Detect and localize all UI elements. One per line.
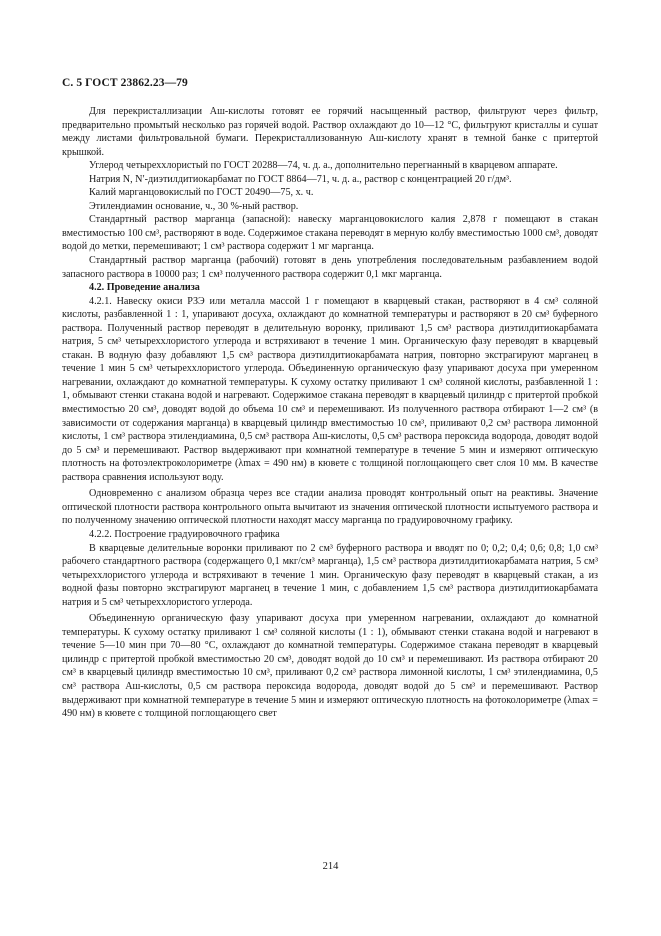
paragraph: Углерод четыреххлористый по ГОСТ 20288—74, ч. д. а., дополнительно перегнанный в кварцевом аппарате. (89, 160, 558, 172)
paragraph: Натрия N, N′-диэтилдитиокарбамат по ГОСТ 8864—71, ч. д. а., раствор с концентрацией 20 г/дм³. (89, 173, 512, 185)
subsection-heading: 4.2.2. Построение градуировочного графика (89, 528, 280, 540)
paragraph: Для перекристаллизации Аш-кислоты готовят ее горячий насыщенный раствор, фильтруют через фильтр, предварительно промытый несколько раз горячей водой. Раствор охлаждают до 10—12 °С, фильтруют кристаллы и сушат между листами фильтровальной бумаги. Перекристаллизованную Аш-кислоту хранят в темной банке с притертой крышкой. (62, 106, 598, 158)
paragraph: Стандартный раствор марганца (рабочий) готовят в день употребления последовательным разбавлением водой запасного раствора в 10000 раз; 1 см³ полученного раствора содержит 0,1 мкг марганца. (62, 255, 598, 280)
paragraph: Калий марганцовокислый по ГОСТ 20490—75, х. ч. (89, 187, 314, 199)
body-text (62, 102, 598, 721)
paragraph: Одновременно с анализом образца через все стадии анализа проводят контрольный опыт на реактивы. Значение оптической плотности раствора контрольного опыта вычитают из значения оптической плотности испытуемого раствора и по полученному значению оптической плотности находят массу марганца по градуировочному графику. (62, 488, 598, 527)
page-header: С. 5 ГОСТ 23862.23—79 (62, 77, 188, 89)
paragraph: Стандартный раствор марганца (запасной): навеску марганцовокислого калия 2,878 г помещают в стакан вместимостью 100 см³, растворяют в воде. Содержимое стакана переводят в мерную колбу вместимостью 1000 см³, доводят водой до метки, перемешивают; 1 см³ раствора содержит 1 мг марганца. (62, 214, 599, 253)
paragraph: Объединенную органическую фазу упаривают досуха при умеренном нагревании, охлаждают до комнатной температуры. К сухому остатку приливают 1 см³ соляной кислоты (1 : 1), обмывают стенки стакана водой и нагревают в течение 5—10 мин при 70—80 °С, охлаждают до комнатной температуры. Содержимое стакана переводят в кварцевый цилиндр с притертой пробкой вместимостью 20 см³, доводят водой до 10 см³ и перемешивают. Из раствора отбирают 20 см³ в кварцевый цилиндр вместимостью 10 см³, приливают 0,2 см³ раствора лимонной кислоты, 1 см³ этилендиамина, 0,5 см³ раствора Аш-кислоты, 0,5 см раствора пероксида водорода, доводят водой до 5 см³ и перемешивают. Раствор выдерживают при комнатной температуре в течение 5 мин и измеряют оптическую плотность на фотоколориметре (λmax = 490 нм) в кювете с толщиной поглощающего свет (62, 613, 598, 720)
paragraph: В кварцевые делительные воронки приливают по 2 см³ буферного раствора и вводят по 0; 0,2; 0,4; 0,6; 0,8; 1,0 см³ рабочего стандартного раствора (содержащего 0,1 мкг/см³ марганца), 1,5 см³ раствора диэтилдитиокарбамата натрия, 5 см³ четыреххлористого углерода и встряхивают в течение 1 мин. Органическую фазу переводят в кварцевый стакан, а из водной фазы повторно экстрагируют марганец в течение 1 мин, с добавлением 1,5 см³ раствора диэтилдитиокарбамата натрия и 5 см³ четыреххлористого углерода. (62, 542, 598, 608)
paragraph: 4.2.1. Навеску окиси РЗЭ или металла массой 1 г помещают в кварцевый стакан, растворяют в 4 см³ соляной кислоты, разбавленной 1 : 1, упаривают досуха, охлаждают до комнатной температуры и растворяют в 20 см³ буферного раствора. Полученный раствор переводят в делительную воронку, приливают 1,5 см³ раствора диэтилдитиокарбамата натрия, 5 см³ четыреххлористого углерода и встряхивают в течение 1 мин. Органическую фазу переводят в кварцевый стакан. В водную фазу добавляют 1,5 см³ раствора диэтилдитиокарбамата натрия, повторно экстрагируют марганец в течение 1 мин 5 см³ четыреххлористого углерода. Объединенную органическую фазу упаривают досуха при умеренном нагревании, охлаждают до комнатной температуры. К сухому остатку приливают 1 см³ соляной кислоты, разбавленной 1 : 1, обмывают стенки стакана водой и нагревают. Содержимое стакана переводят в кварцевый цилиндр с притертой пробкой вместимостью 20 см³, доводят водой до объема 10 см³ и перемешивают. Из полученного раствора отбирают 1—2 см³ (в зависимости от содержания марганца) в кварцевый цилиндр вместимостью 10 см³, приливают 0,2 см³ раствора лимонной кислоты, 1 см³ раствора этилендиамина, 0,5 см³ раствора Аш-кислоты, 0,5 см³ раствора пероксида водорода, доводят водой до 5 см³ и перемешивают. Раствор выдерживают при комнатной температуре в течение 5 мин и измеряют оптическую плотность на фотоэлектроколориметре (λmax = 490 нм) в кювете с толщиной поглощающего свет слоя 10 мм. В качестве раствора сравнения используют воду. (62, 295, 598, 483)
section-heading: 4.2. Проведение анализа (89, 282, 200, 294)
page-number: 214 (322, 861, 339, 872)
paragraph: Этилендиамин основание, ч., 30 %-ный раствор. (89, 200, 299, 212)
